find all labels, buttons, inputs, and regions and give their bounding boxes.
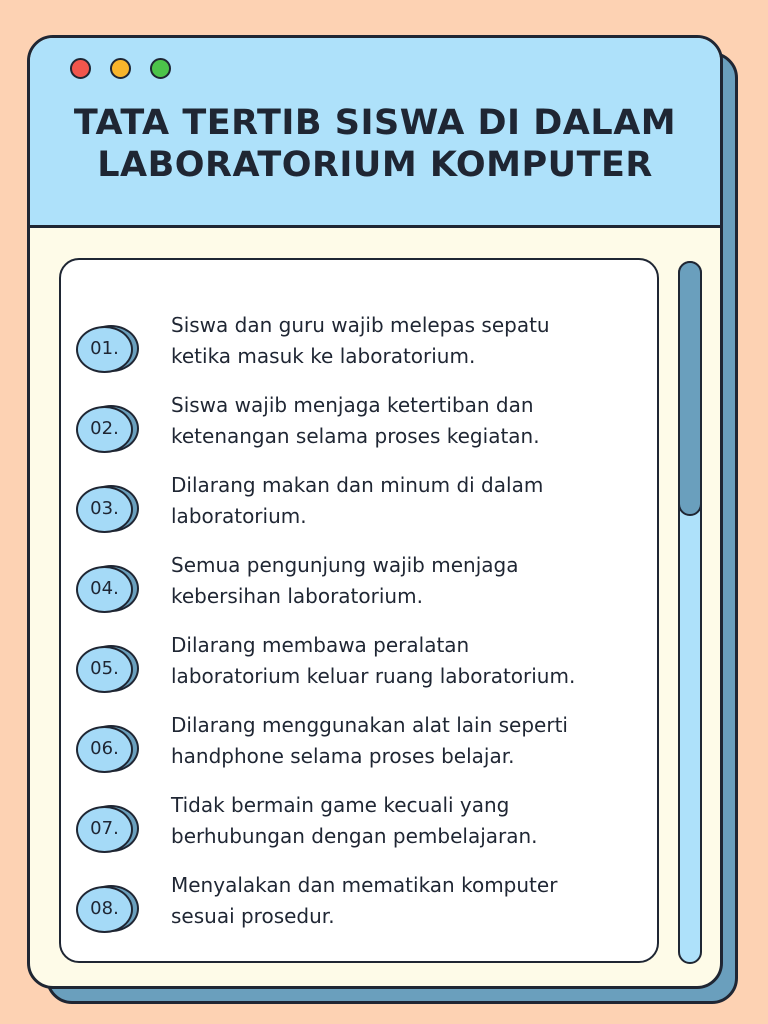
rule-text-line-1: Siswa dan guru wajib melepas sepatu <box>171 313 550 337</box>
rule-text-line-2: ketenangan selama proses kegiatan. <box>171 424 540 448</box>
rule-item-5 <box>61 630 657 692</box>
rule-text <box>171 870 651 932</box>
rule-text-line-1: Dilarang membawa peralatan <box>171 633 470 657</box>
rule-item-4 <box>61 550 657 612</box>
close-dot-icon[interactable] <box>70 58 91 79</box>
minimize-dot-icon[interactable] <box>110 58 131 79</box>
number-badge: 07. <box>76 806 133 853</box>
rule-text-line-1: Tidak bermain game kecuali yang <box>171 793 510 817</box>
rule-item-6 <box>61 710 657 772</box>
number-badge: 05. <box>76 646 133 693</box>
rule-text-line-2: berhubungan dengan pembelajaran. <box>171 824 538 848</box>
rule-text-line-2: kebersihan laboratorium. <box>171 584 423 608</box>
window <box>27 35 723 989</box>
number-badge: 06. <box>76 726 133 773</box>
rule-text <box>171 470 651 532</box>
rule-text <box>171 630 651 692</box>
maximize-dot-icon[interactable] <box>150 58 171 79</box>
scrollbar-thumb[interactable] <box>678 261 702 516</box>
rule-text-line-2: handphone selama proses belajar. <box>171 744 515 768</box>
window-body <box>30 228 720 986</box>
page-title-line-2: LABORATORIUM KOMPUTER <box>97 145 653 185</box>
rule-text-line-1: Siswa wajib menjaga ketertiban dan <box>171 393 534 417</box>
rule-item-2 <box>61 390 657 452</box>
rule-text-line-2: laboratorium. <box>171 504 307 528</box>
rule-text <box>171 550 651 612</box>
title-bar <box>30 38 720 228</box>
rule-text <box>171 790 651 852</box>
rule-item-7 <box>61 790 657 852</box>
rule-text-line-2: laboratorium keluar ruang laboratorium. <box>171 664 576 688</box>
number-badge: 02. <box>76 406 133 453</box>
rule-item-8 <box>61 870 657 932</box>
scrollbar-track[interactable] <box>678 261 702 964</box>
number-badge: 08. <box>76 886 133 933</box>
number-badge: 03. <box>76 486 133 533</box>
rule-text <box>171 310 651 372</box>
page-title <box>30 102 720 186</box>
page-title-line-1: TATA TERTIB SISWA DI DALAM <box>73 103 677 143</box>
rule-text-line-1: Menyalakan dan mematikan komputer <box>171 873 558 897</box>
rule-item-1 <box>61 310 657 372</box>
rules-panel <box>59 258 659 963</box>
rule-item-3 <box>61 470 657 532</box>
rule-text <box>171 710 651 772</box>
rule-text-line-1: Semua pengunjung wajib menjaga <box>171 553 519 577</box>
number-badge: 04. <box>76 566 133 613</box>
number-badge: 01. <box>76 326 133 373</box>
rule-text-line-1: Dilarang menggunakan alat lain seperti <box>171 713 568 737</box>
rule-text-line-2: ketika masuk ke laboratorium. <box>171 344 476 368</box>
rule-text-line-2: sesuai prosedur. <box>171 904 335 928</box>
rule-text-line-1: Dilarang makan dan minum di dalam <box>171 473 544 497</box>
rule-text <box>171 390 651 452</box>
